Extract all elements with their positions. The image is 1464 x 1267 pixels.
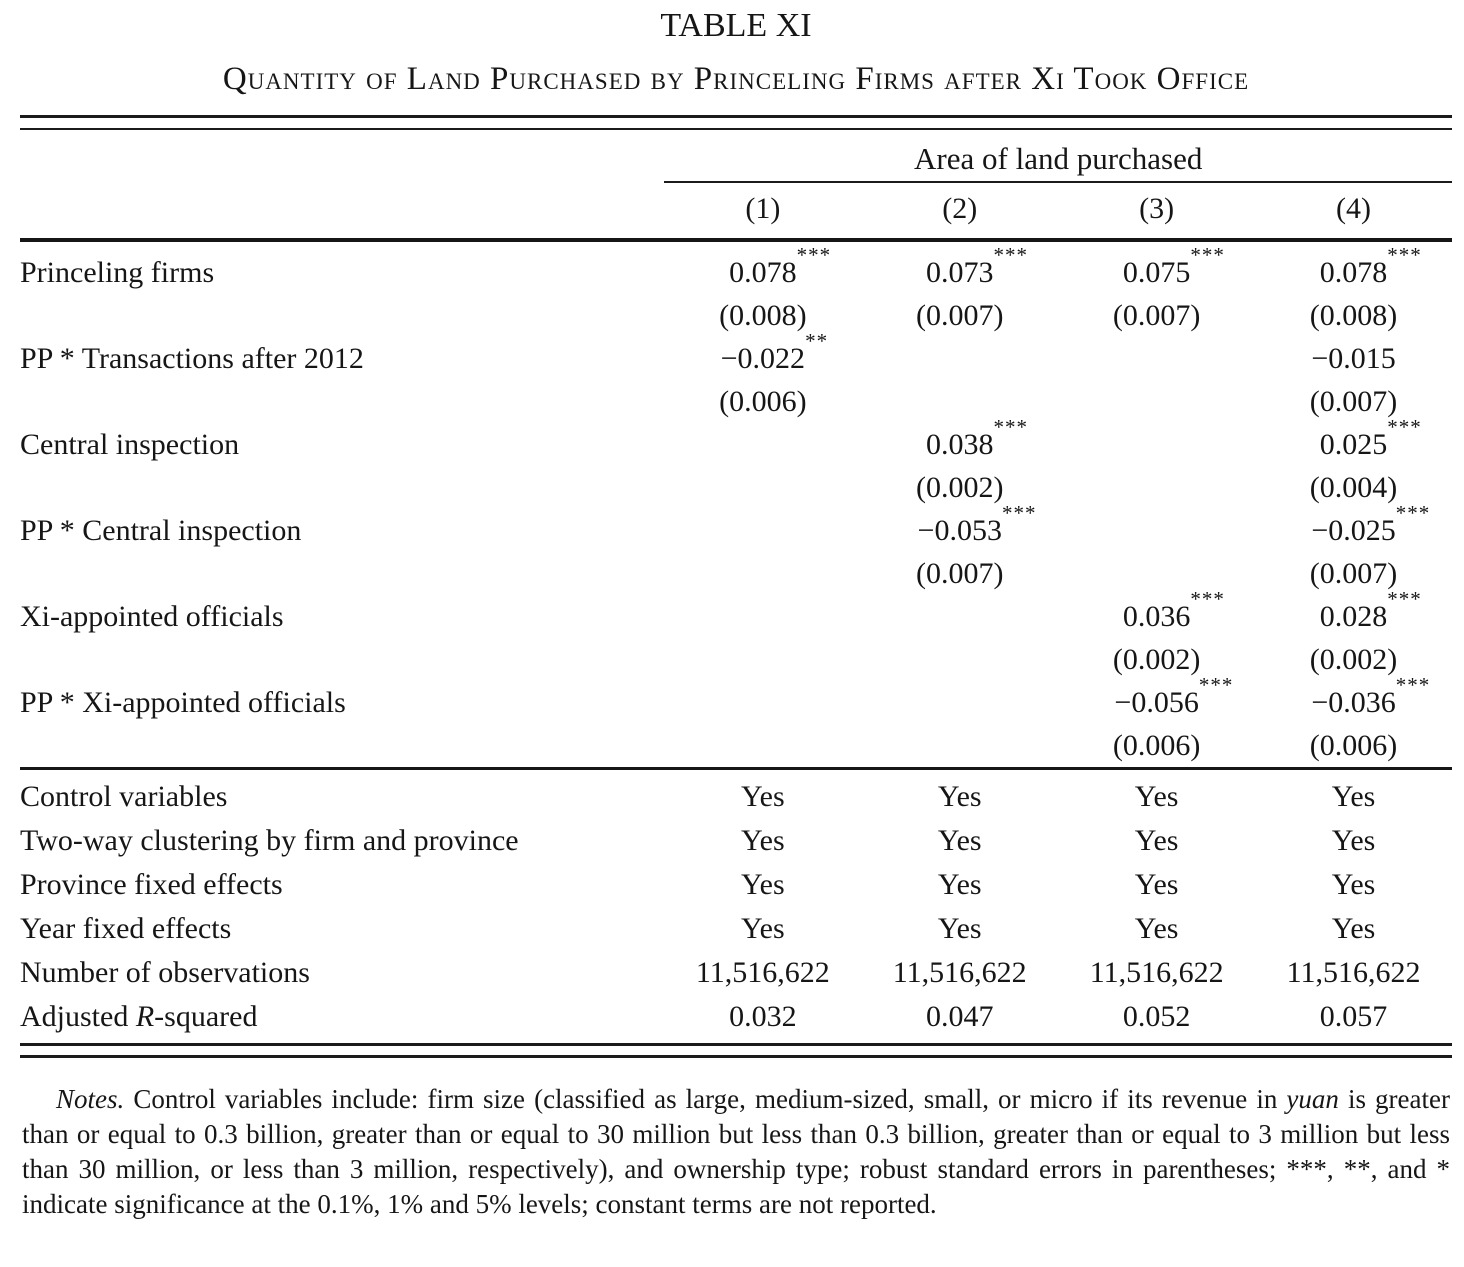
row-label-text: -squared (154, 1000, 258, 1033)
column-header-2: (2) (861, 182, 1058, 240)
top-double-rule (20, 115, 1452, 130)
summary-value: 11,516,622 (695, 956, 830, 989)
coef-cell (1255, 415, 1452, 466)
row-label: PP * Transactions after 2012 (20, 342, 364, 375)
se-row-empty-cell (20, 380, 664, 423)
summary-value: Yes (1134, 868, 1179, 901)
se-value (664, 466, 861, 509)
significance-stars: ** (805, 329, 829, 354)
spanner-row-empty-cell (20, 130, 664, 182)
coef-cell (664, 509, 861, 552)
coef-cell (664, 240, 861, 294)
significance-stars: *** (1387, 587, 1422, 612)
row-label: Two-way clustering by firm and province (20, 824, 519, 857)
table-notes (22, 1082, 1450, 1222)
row-label: Princeling firms (20, 256, 215, 289)
significance-stars: *** (1387, 415, 1422, 440)
coef-value: −0.056 (1114, 686, 1199, 719)
se-value: (0.006) (1309, 729, 1398, 762)
row-label-text: Adjusted (20, 1000, 136, 1033)
se-value (861, 380, 1058, 423)
se-value: (0.008) (1309, 299, 1398, 332)
coef-value: 0.028 (1319, 600, 1388, 633)
summary-row (20, 863, 1452, 907)
se-value: (0.006) (719, 385, 807, 418)
coef-cell (1255, 587, 1452, 638)
summary-value: 0.032 (729, 1000, 797, 1033)
se-value (664, 724, 861, 769)
regression-table (20, 130, 1452, 1043)
significance-stars: *** (1198, 673, 1234, 698)
coef-cell (861, 595, 1058, 638)
coef-value: −0.036 (1311, 686, 1396, 719)
summary-value: 0.057 (1319, 1000, 1388, 1033)
significance-stars: *** (1395, 673, 1431, 698)
coef-cell (1255, 240, 1452, 294)
se-row (20, 466, 1452, 509)
row-label: PP * Xi-appointed officials (20, 686, 346, 719)
summary-value: 11,516,622 (1089, 956, 1224, 989)
row-label: Province fixed effects (20, 868, 283, 901)
summary-value: Yes (1134, 824, 1179, 857)
summary-value: Yes (741, 912, 785, 945)
se-value (861, 724, 1058, 769)
coef-cell (664, 329, 861, 380)
se-value (861, 638, 1058, 681)
spanner-row (20, 130, 1452, 182)
coef-value: 0.078 (729, 256, 797, 289)
coef-cell (861, 501, 1058, 552)
coef-value: 0.025 (1319, 428, 1388, 461)
notes-italic-yuan: yuan (1286, 1084, 1339, 1114)
coef-cell (664, 423, 861, 466)
coef-row (20, 240, 1452, 294)
se-row-empty-cell (20, 466, 664, 509)
se-value: (0.002) (916, 471, 1004, 504)
row-label: PP * Central inspection (20, 514, 302, 547)
row-label: Year fixed effects (20, 912, 232, 945)
se-row (20, 294, 1452, 337)
significance-stars: *** (1395, 501, 1431, 526)
coef-value: 0.073 (925, 256, 994, 289)
coef-cell (861, 681, 1058, 724)
coef-value: 0.036 (1122, 600, 1191, 633)
se-value: (0.007) (1112, 299, 1201, 332)
column-header-3: (3) (1058, 182, 1255, 240)
summary-value: 0.047 (925, 1000, 994, 1033)
summary-value: Yes (741, 868, 785, 901)
row-label (20, 995, 664, 1043)
se-value (1058, 466, 1255, 509)
coef-row (20, 509, 1452, 552)
row-label-italic: R (135, 1000, 155, 1033)
coef-cell (1255, 673, 1452, 724)
row-label: Central inspection (20, 428, 240, 461)
summary-value: Yes (664, 769, 861, 820)
column-header-row (20, 182, 1452, 240)
se-value: (0.007) (1309, 557, 1398, 590)
se-row-empty-cell (20, 552, 664, 595)
row-label: Control variables (20, 769, 664, 820)
table-caption: Quantity of Land Purchased by Princeling Firms after Xi Took Office (222, 61, 1250, 97)
coef-cell (1058, 337, 1255, 380)
summary-value: Yes (1331, 868, 1376, 901)
coef-value: −0.015 (1311, 342, 1396, 375)
coef-value: 0.078 (1319, 256, 1388, 289)
se-value: (0.007) (916, 557, 1004, 590)
se-row (20, 638, 1452, 681)
column-header-4: (4) (1255, 182, 1452, 240)
se-value (664, 638, 861, 681)
se-value (1058, 552, 1255, 595)
coef-cell (664, 681, 861, 724)
coef-cell (1255, 337, 1452, 380)
coef-row (20, 423, 1452, 466)
summary-value: Yes (937, 912, 982, 945)
se-value (664, 552, 861, 595)
se-row-empty-cell (20, 724, 664, 769)
header-empty-cell (20, 182, 664, 240)
summary-value: Yes (1058, 769, 1255, 820)
coef-value: 0.038 (925, 428, 994, 461)
coef-value: 0.075 (1122, 256, 1191, 289)
summary-value: 11,516,622 (1286, 956, 1421, 989)
se-value: (0.006) (1112, 729, 1201, 762)
summary-value: Yes (861, 769, 1058, 820)
se-row-empty-cell (20, 638, 664, 681)
summary-value: Yes (1255, 769, 1452, 820)
significance-stars: *** (1387, 243, 1422, 268)
summary-row (20, 819, 1452, 863)
se-value: (0.002) (1112, 643, 1201, 676)
se-row (20, 724, 1452, 769)
summary-value: Yes (937, 824, 982, 857)
summary-value: 0.052 (1122, 1000, 1191, 1033)
coef-cell (1255, 501, 1452, 552)
coef-cell (861, 337, 1058, 380)
se-value: (0.007) (1309, 385, 1398, 418)
summary-value: Yes (1331, 912, 1376, 945)
se-value: (0.008) (719, 299, 807, 332)
significance-stars: *** (993, 243, 1028, 268)
summary-row (20, 907, 1452, 951)
coef-cell (861, 415, 1058, 466)
coef-value: −0.053 (917, 514, 1002, 547)
notes-text: Control variables include: firm size (classified as large, medium-sized, small, or micro if its revenue in (124, 1084, 1287, 1114)
row-label: Number of observations (20, 956, 310, 989)
coef-value: −0.025 (1311, 514, 1396, 547)
summary-value: Yes (741, 824, 785, 857)
significance-stars: *** (1001, 501, 1037, 526)
significance-stars: *** (993, 415, 1028, 440)
coef-row (20, 337, 1452, 380)
se-value: (0.007) (916, 299, 1004, 332)
coef-row (20, 681, 1452, 724)
bottom-double-rule (20, 1043, 1452, 1058)
significance-stars: *** (796, 243, 832, 268)
row-label: Xi-appointed officials (20, 600, 284, 633)
table-number-title: TABLE XI (660, 7, 812, 44)
coef-cell (1058, 509, 1255, 552)
coef-cell (861, 240, 1058, 294)
se-row (20, 380, 1452, 423)
coef-cell (1058, 587, 1255, 638)
se-value (1058, 380, 1255, 423)
coef-value: −0.022 (720, 342, 806, 375)
se-row (20, 552, 1452, 595)
significance-stars: *** (1190, 243, 1225, 268)
summary-value: 11,516,622 (892, 956, 1027, 989)
coef-cell (1058, 673, 1255, 724)
se-value: (0.002) (1309, 643, 1398, 676)
summary-value: Yes (937, 868, 982, 901)
summary-row (20, 951, 1452, 995)
coef-cell (1058, 423, 1255, 466)
se-row-empty-cell (20, 294, 664, 337)
coef-cell (1058, 240, 1255, 294)
notes-label: Notes. (56, 1084, 125, 1114)
column-header-1: (1) (664, 182, 861, 240)
coef-cell (664, 595, 861, 638)
significance-stars: *** (1190, 587, 1225, 612)
column-group-header: Area of land purchased (664, 130, 1452, 182)
summary-value: Yes (1331, 824, 1376, 857)
notes-text: is greater than or equal to 0.3 billion, greater than or equal to 30 million but less than 0.3 billion, greater than or equal to 3 million but less than 30 million, or less than 3 million, respectively), and ownership type; robust standard errors in parentheses; ***, **, and * indicate significance at the 0.1%, 1% and 5% levels; constant terms are not reported. (22, 1084, 1450, 1219)
summary-row (20, 995, 1452, 1043)
summary-row (20, 769, 1452, 820)
summary-value: Yes (1134, 912, 1179, 945)
coef-row (20, 595, 1452, 638)
se-value: (0.004) (1309, 471, 1398, 504)
